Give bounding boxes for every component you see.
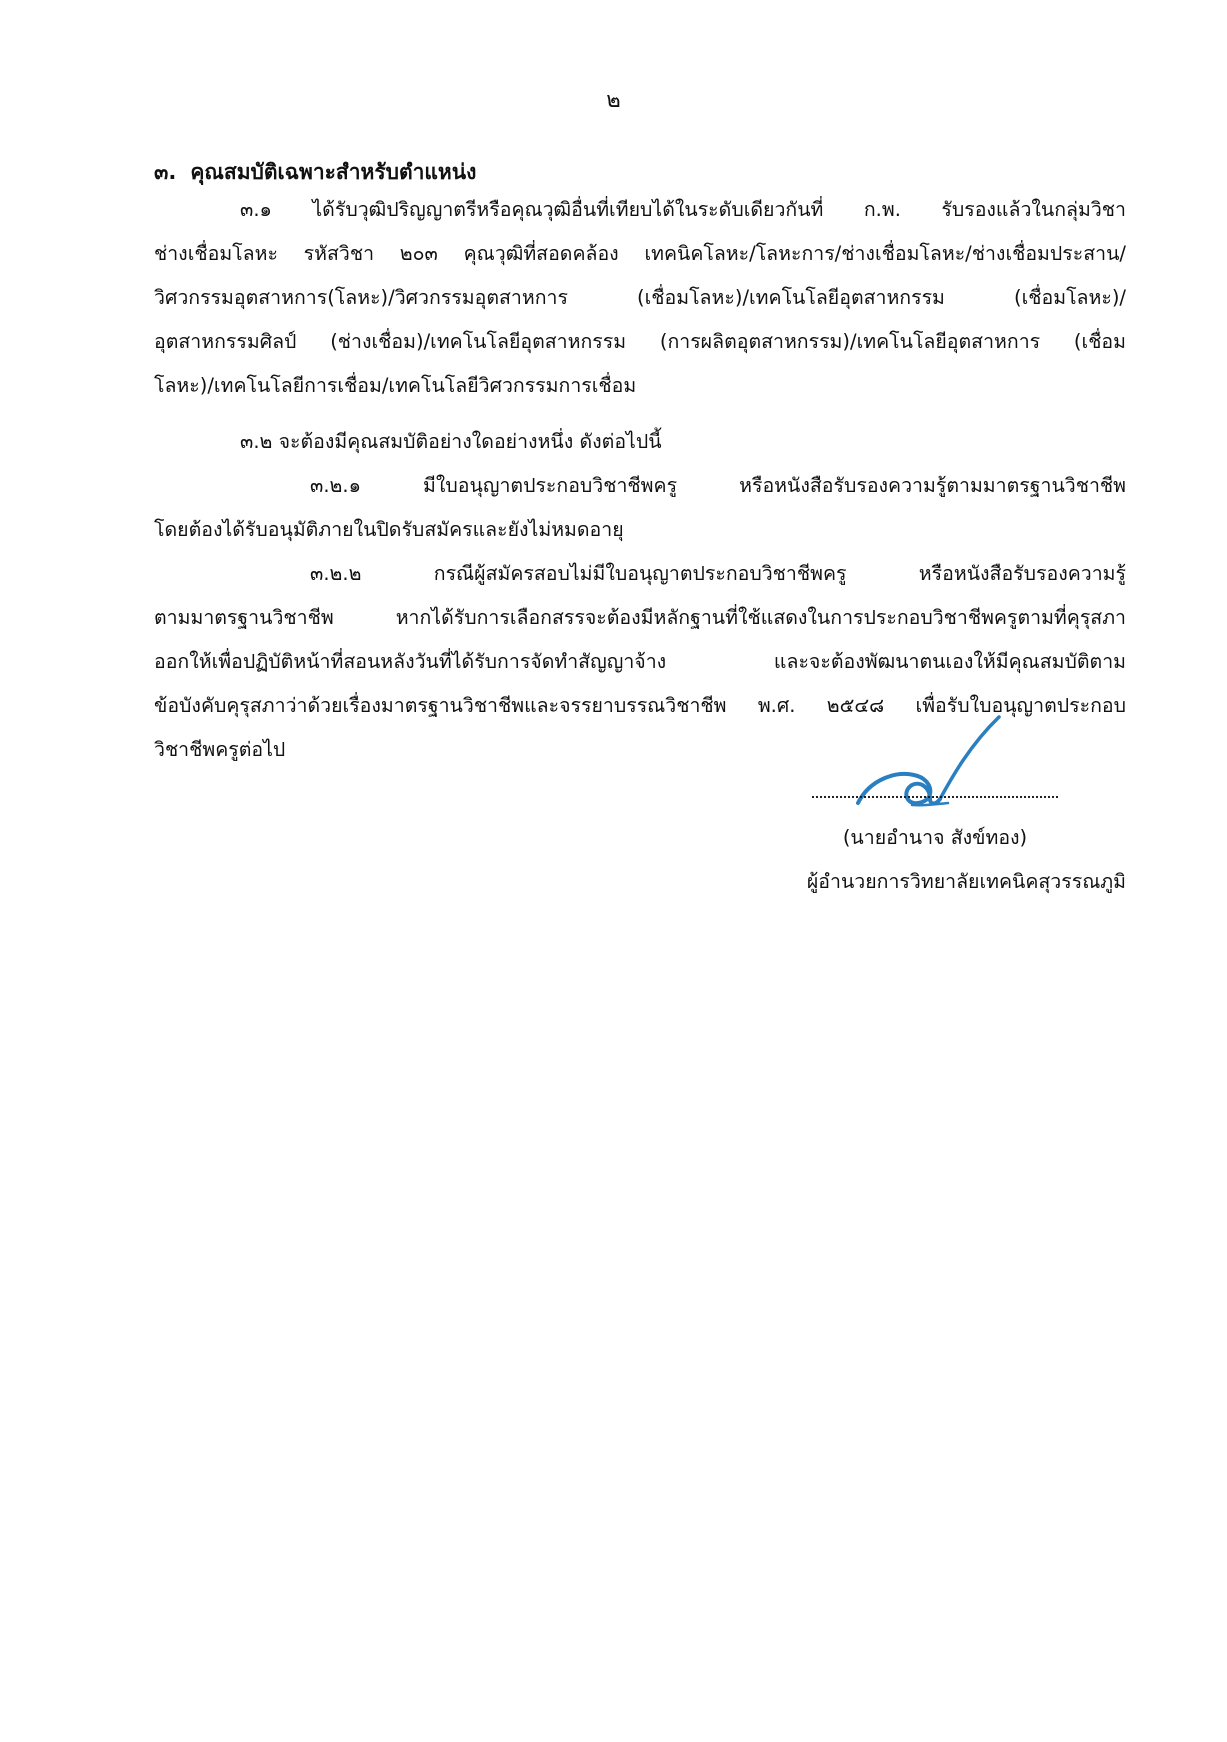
- item-3-2-2-line-1: ๓.๒.๒ กรณีผู้สมัครสอบไม่มีใบอนุญาตประกอบวิชาชีพครู หรือหนังสือรับรองความรู้: [310, 562, 1126, 585]
- item-3-1-line-4: อุตสาหกรรมศิลป์ (ช่างเชื่อม)/เทคโนโลยีอุตสาหกรรม (การผลิตอุตสาหกรรม)/เทคโนโลยีอุตสาหการ (เชื่อม: [154, 330, 1126, 353]
- item-3-1-line-3: วิศวกรรมอุตสาหการ(โลหะ)/วิศวกรรมอุตสาหการ (เชื่อมโลหะ)/เทคโนโลยีอุตสาหกรรม (เชื่อมโลหะ)/: [154, 286, 1126, 309]
- section-heading: [154, 156, 476, 189]
- section-number: ๓.: [154, 160, 177, 184]
- page-number: ๒: [606, 88, 621, 113]
- signer-name: (นายอำนาจ สังข์ทอง): [842, 826, 1028, 849]
- item-3-1-line-1: ๓.๑ ได้รับวุฒิปริญญาตรีหรือคุณวุฒิอื่นที่เทียบได้ในระดับเดียวกันที่ ก.พ. รับรองแล้วในกลุ่มวิชา: [240, 198, 1126, 221]
- item-3-1-line-5: โลหะ)/เทคโนโลยีการเชื่อม/เทคโนโลยีวิศวกรรมการเชื่อม: [154, 374, 637, 397]
- section-title: คุณสมบัติเฉพาะสำหรับตำแหน่ง: [190, 160, 477, 184]
- item-3-2-2-line-4: ข้อบังคับคุรุสภาว่าด้วยเรื่องมาตรฐานวิชาชีพและจรรยาบรรณวิชาชีพ พ.ศ. ๒๕๔๘ เพื่อรับใบอนุญาตประกอบ: [154, 694, 1126, 717]
- item-3-2-1-line-1: ๓.๒.๑ มีใบอนุญาตประกอบวิชาชีพครู หรือหนังสือรับรองความรู้ตามมาตรฐานวิชาชีพ: [310, 474, 1126, 497]
- item-3-1-line-2: ช่างเชื่อมโลหะ รหัสวิชา ๒๐๓ คุณวุฒิที่สอดคล้อง เทคนิคโลหะ/โลหะการ/ช่างเชื่อมโลหะ/ช่างเชื่อมประสาน/: [154, 242, 1126, 265]
- item-3-2-2-line-5: วิชาชีพครูต่อไป: [154, 738, 286, 761]
- item-3-2-2-line-3: ออกให้เพื่อปฏิบัติหน้าที่สอนหลังวันที่ได้รับการจัดทำสัญญาจ้าง และจะต้องพัฒนาตนเองให้มีคุณสมบัติตาม: [154, 650, 1126, 673]
- signer-title: ผู้อำนวยการวิทยาลัยเทคนิคสุวรรณภูมิ: [806, 870, 1126, 893]
- item-3-2-2-line-2: ตามมาตรฐานวิชาชีพ หากได้รับการเลือกสรรจะต้องมีหลักฐานที่ใช้แสดงในการประกอบวิชาชีพครูตามที่คุรุสภา: [154, 606, 1126, 629]
- item-3-2-line: ๓.๒ จะต้องมีคุณสมบัติอย่างใดอย่างหนึ่ง ดังต่อไปนี้: [240, 430, 662, 453]
- item-3-2-1-line-2: โดยต้องได้รับอนุมัติภายในปิดรับสมัครและยังไม่หมดอายุ: [154, 518, 624, 541]
- signature-dotted-line: [812, 796, 1058, 798]
